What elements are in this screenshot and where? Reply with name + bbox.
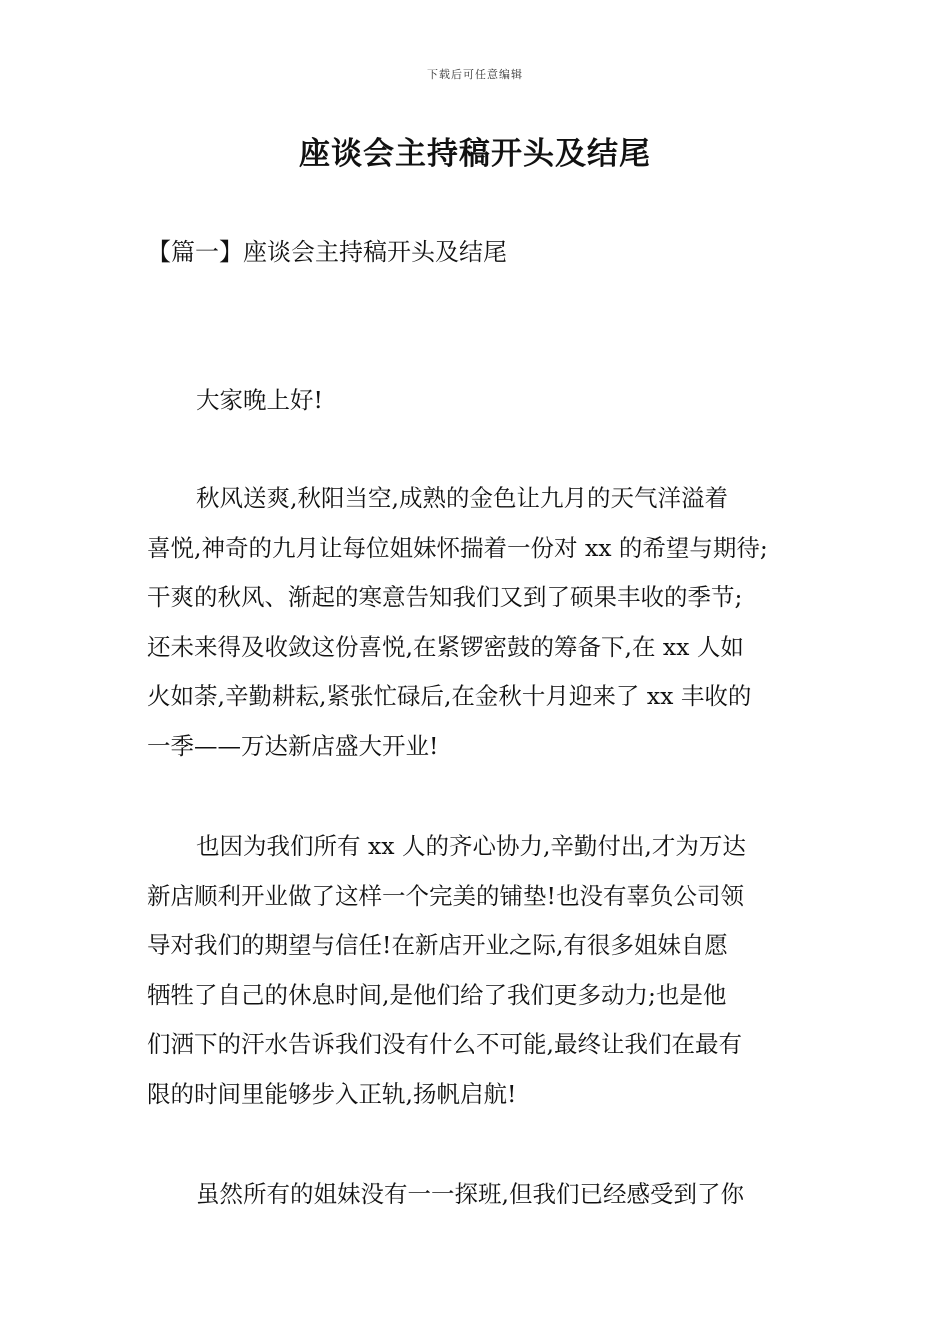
section-heading: 【篇一】座谈会主持稿开头及结尾 — [147, 238, 507, 266]
text-line: 还未来得及收敛这份喜悦,在紧锣密鼓的筹备下,在 xx 人如 — [147, 632, 744, 661]
text-line: 火如荼,辛勤耕耘,紧张忙碌后,在金秋十月迎来了 xx 丰收的 — [147, 682, 752, 710]
document-title: 座谈会主持稿开头及结尾 — [299, 136, 651, 172]
text-line: 虽然所有的姐妹没有一一探班,但我们已经感受到了你 — [196, 1180, 744, 1208]
text-line: 一季——万达新店盛大开业! — [147, 731, 439, 760]
paragraph — [147, 1170, 817, 1220]
text-line: 干爽的秋风、渐起的寒意告知我们又到了硕果丰收的季节; — [147, 583, 743, 611]
text-line: 也因为我们所有 xx 人的齐心协力,辛勤付出,才为万达 — [196, 832, 746, 860]
text-line: 们洒下的汗水告诉我们没有什么不可能,最终让我们在最有 — [147, 1030, 742, 1058]
paragraph — [147, 474, 817, 771]
text-line: 大家晚上好! — [196, 386, 323, 414]
text-line: 秋风送爽,秋阳当空,成熟的金色让九月的天气洋溢着 — [196, 484, 728, 512]
text-line: 限的时间里能够步入正轨,扬帆启航! — [147, 1079, 517, 1108]
text-line: 导对我们的期望与信任!在新店开业之际,有很多姐妹自愿 — [147, 931, 728, 959]
text-line: 牺牲了自己的休息时间,是他们给了我们更多动力;也是他 — [147, 980, 727, 1009]
header-note: 下载后可任意编辑 — [427, 68, 523, 81]
text-line: 喜悦,神奇的九月让每位姐妹怀揣着一份对 xx 的希望与期待; — [147, 533, 768, 562]
paragraph-greeting — [147, 376, 817, 426]
text-line: 新店顺利开业做了这样一个完美的铺垫!也没有辜负公司领 — [147, 881, 744, 910]
paragraph — [147, 822, 817, 1119]
